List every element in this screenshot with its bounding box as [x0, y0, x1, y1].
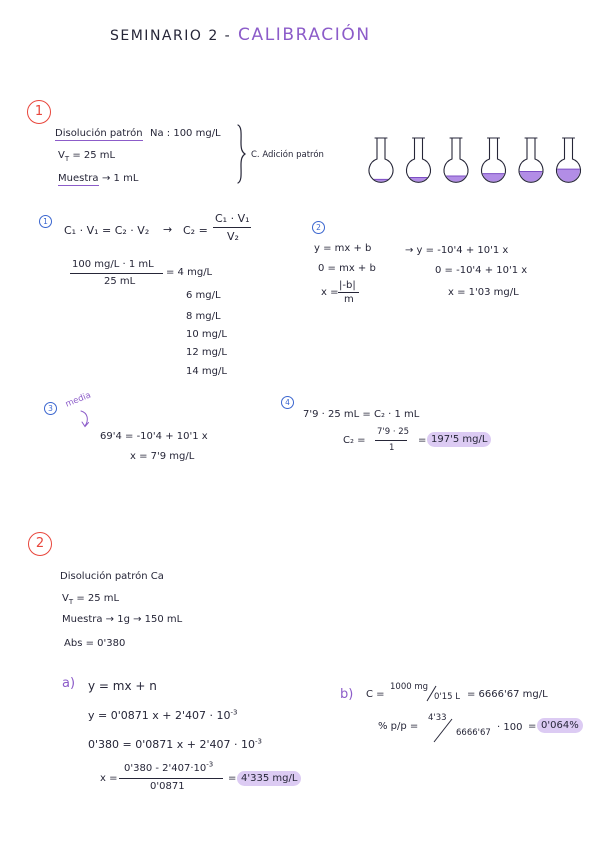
x-formula-bar	[338, 292, 359, 293]
part-b-label: b)	[340, 687, 354, 702]
mean-arrow-icon	[70, 400, 100, 430]
mean-note: media	[64, 390, 93, 410]
volume-symbol: V	[62, 593, 69, 604]
c2-fraction-bar-final	[375, 440, 407, 441]
total-volume	[58, 150, 115, 162]
calc-denominator: 25 mL	[104, 276, 136, 287]
volume-value: = 25 mL	[76, 593, 120, 604]
line-equation-general-2: y = mx + n	[88, 679, 157, 693]
calc-numerator: 100 mg/L · 1 mL	[72, 259, 154, 270]
zero-equation-general: 0 = mx + b	[318, 263, 376, 274]
x-numerator-main: 0'380 - 2'407·10	[124, 763, 207, 774]
concentration-result: = 4 mg/L	[166, 267, 213, 278]
volume-value: = 25 mL	[72, 150, 116, 161]
x-numerator-2	[124, 760, 214, 775]
c2-numerator-final: 7'9 · 25	[377, 427, 410, 437]
c-denominator: 0'15 L	[434, 692, 460, 702]
pp-denominator: 6666'67	[456, 728, 491, 738]
c-numerator: 1000 mg	[390, 682, 429, 692]
standard-solution-value: Na : 100 mg/L	[150, 128, 221, 139]
sample-preparation: Muestra → 1g → 150 mL	[62, 614, 183, 625]
volume-subscript: T	[68, 598, 74, 606]
part-number-1: 1	[39, 215, 52, 228]
brace	[234, 125, 248, 185]
flask	[444, 138, 468, 182]
concentration-result: 6 mg/L	[186, 290, 221, 301]
section-number-2: 2	[28, 532, 52, 556]
flask-liquid	[519, 172, 543, 183]
pp-equals: =	[528, 721, 537, 732]
c2-denominator: V₂	[227, 230, 239, 243]
zero-equation-specific: 0 = -10'4 + 10'1 x	[435, 265, 528, 276]
x-equals-2: =	[228, 773, 237, 784]
c-lhs: C =	[366, 689, 385, 700]
flask	[557, 138, 581, 182]
regression-main: y = 0'0871 x + 2'407 · 10	[88, 709, 231, 722]
c2-denominator-final: 1	[389, 443, 395, 453]
title-main: CALIBRACIÓN	[238, 25, 371, 45]
calcium-concentration-highlight: 4'335 mg/L	[237, 771, 301, 786]
concentration-result: 10 mg/L	[186, 329, 227, 340]
c2-lhs-final: C₂ =	[343, 435, 366, 446]
mass-percent-highlight: 0'064%	[537, 718, 583, 733]
x-formula-denominator: m	[344, 294, 354, 305]
sample-value: → 1 mL	[102, 173, 139, 184]
x-formula-lhs: x =	[321, 287, 339, 298]
flask-liquid	[482, 174, 506, 183]
x-numerator-exponent: -3	[206, 760, 214, 769]
flask	[482, 138, 506, 182]
dilution-balance: 7'9 · 25 mL = C₂ · 1 mL	[303, 409, 420, 420]
section-number-1: 1	[27, 100, 51, 124]
mean-equation: 69'4 = -10'4 + 10'1 x	[100, 431, 208, 442]
sample-label: Muestra	[58, 173, 99, 184]
calc-fraction-bar	[70, 273, 163, 274]
flask-outline	[369, 138, 393, 182]
part-number-2: 2	[312, 221, 325, 234]
total-volume-2	[62, 593, 119, 605]
c2-equals: =	[418, 435, 427, 446]
volume-symbol: V	[58, 150, 65, 161]
line-equation-general: y = mx + b	[314, 243, 372, 254]
concentration-result: 14 mg/L	[186, 366, 227, 377]
regression-equation	[88, 709, 237, 722]
substituted-equation	[88, 738, 262, 751]
flask-series	[360, 132, 595, 192]
pp-fraction-slash	[432, 716, 456, 744]
flask	[369, 138, 393, 182]
mean-result: x = 7'9 mg/L	[130, 451, 195, 462]
x-result: x = 1'03 mg/L	[448, 287, 519, 298]
x-fraction-bar-2	[119, 778, 223, 779]
method-label: C. Adición patrón	[251, 150, 324, 160]
substituted-exponent: -3	[254, 737, 262, 746]
c2-fraction-bar	[213, 227, 251, 228]
dilution-arrow: →	[163, 223, 173, 236]
c2-lhs: C₂ =	[183, 224, 208, 237]
part-number-3: 3	[44, 402, 57, 415]
part-a-label: a)	[62, 676, 76, 691]
flask	[519, 138, 543, 182]
concentration-result: 8 mg/L	[186, 311, 221, 322]
flask-outline	[407, 138, 431, 182]
line-equation-specific: → y = -10'4 + 10'1 x	[405, 245, 509, 256]
x-lhs-2: x =	[100, 773, 118, 784]
title-prefix: SEMINARIO 2 -	[110, 28, 232, 44]
c2-numerator: C₁ · V₁	[215, 212, 250, 225]
part-number-4: 4	[281, 396, 294, 409]
regression-exponent: -3	[230, 708, 238, 717]
pp-multiplier: · 100	[497, 722, 523, 733]
dilution-equation: C₁ · V₁ = C₂ · V₂	[64, 224, 150, 237]
flask	[407, 138, 431, 182]
standard-solution-label: Disolución patrón	[55, 128, 143, 139]
volume-subscript: T	[64, 155, 70, 163]
c-result: = 6666'67 mg/L	[467, 689, 548, 700]
pp-numerator: 4'33	[428, 713, 447, 723]
x-denominator-2: 0'0871	[150, 781, 185, 792]
sample-concentration-highlight: 197'5 mg/L	[427, 432, 491, 447]
pp-lhs: % p/p =	[378, 721, 419, 732]
standard-solution-ca: Disolución patrón Ca	[60, 571, 164, 582]
substituted-main: 0'380 = 0'0871 x + 2'407 · 10	[88, 738, 255, 751]
concentration-result: 12 mg/L	[186, 347, 227, 358]
absorbance: Abs = 0'380	[64, 638, 126, 649]
x-formula-numerator: |-b|	[339, 280, 356, 291]
flask-liquid	[557, 169, 581, 182]
